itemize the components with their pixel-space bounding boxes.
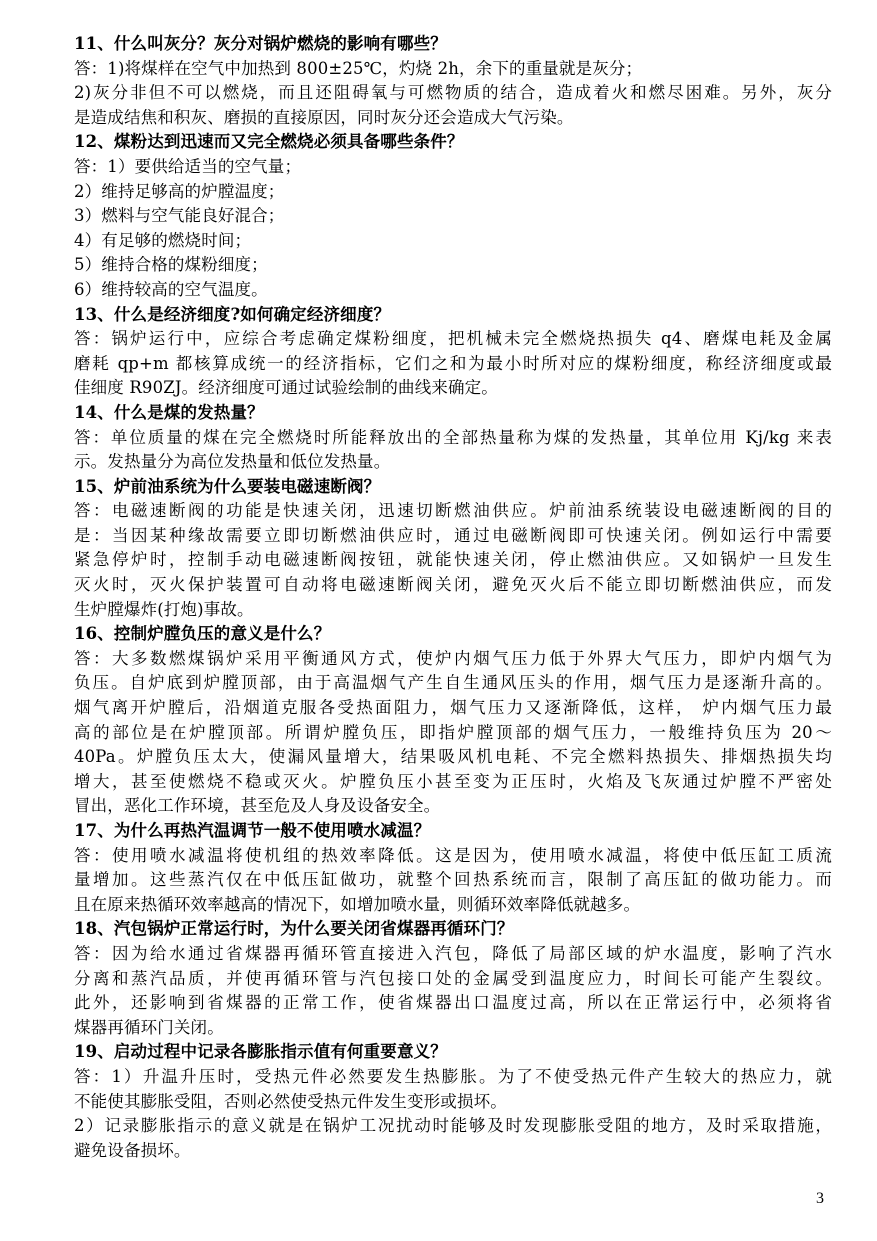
answer-line: 3）燃料与空气能良好混合； [74,206,285,226]
question-heading: 11、什么叫灰分？灰分对锅炉燃烧的影响有哪些？ [74,34,447,53]
answer-line: 示。发热量分为高位发热量和低位发热量。 [74,452,391,472]
answer-line: 6）维持较高的空气温度。 [74,279,268,299]
answer-line: 答：电磁速断阀的功能是快速关闭，迅速切断燃油供应。炉前油系统装设电磁速断阀的目的 [74,501,832,521]
answer-line: 答：因为给水通过省煤器再循环管直接进入汽包，降低了局部区域的炉水温度，影响了汽水 [74,943,832,963]
answer-line: 此外，还影响到省煤器的正常工作，使省煤器出口温度过高，所以在正常运行中，必须将省 [74,993,832,1013]
answer-line: 紧急停炉时，控制手动电磁速断阀按钮，就能快速关闭，停止燃油供应。又如锅炉一旦发生 [74,550,832,570]
answer-line: 且在原来热循环效率越高的情况下，如增加喷水量，则循环效率降低就越多。 [74,894,641,914]
answer-line: 分离和蒸汽品质，并使再循环管与汽包接口处的金属受到温度应力，时间长可能产生裂纹。 [74,968,832,988]
answer-line: 答：1)将煤样在空气中加热到 800±25℃，灼烧 2h，余下的重量就是灰分； [74,58,643,78]
question-heading: 18、汽包锅炉正常运行时，为什么要关闭省煤器再循环门？ [74,919,514,939]
question-heading: 19、启动过程中记录各膨胀指示值有何重要意义？ [74,1042,447,1062]
answer-line: 答：使用喷水减温将使机组的热效率降低。这是因为，使用喷水减温，将使中低压缸工质流 [74,845,832,865]
answer-line: 答：锅炉运行中，应综合考虑确定煤粉细度，把机械未完全燃烧热损失 q4、磨煤电耗及金属 [74,329,832,349]
answer-line: 高的部位是在炉膛顶部。所谓炉膛负压，即指炉膛顶部的烟气压力，一般维持负压为 20～ [74,722,832,742]
answer-line: 烟气离开炉膛后，沿烟道克服各受热面阻力，烟气压力又逐渐降低，这样， 炉内烟气压力最 [74,698,832,718]
answer-line: 2）维持足够高的炉膛温度； [74,181,285,201]
answer-line: 磨耗 qp+m 都核算成统一的经济指标，它们之和为最小时所对应的煤粉细度，称经济细度或最 [74,353,832,373]
answer-line: 不能使其膨胀受阻，否则必然使受热元件发生变形或损坏。 [74,1091,507,1111]
answer-line: 避免设备损坏。 [74,1140,191,1160]
question-heading: 12、煤粉达到迅速而又完全燃烧必须具备哪些条件？ [74,132,464,152]
answer-line: 2）记录膨胀指示的意义就是在锅炉工况扰动时能够及时发现膨胀受阻的地方，及时采取措施， [74,1116,832,1136]
answer-line: 量增加。这些蒸汽仅在中低压缸做功，就整个回热系统而言，限制了高压缸的做功能力。而 [74,870,832,890]
question-heading: 17、为什么再热汽温调节一般不使用喷水减温？ [74,821,431,840]
answer-line: 冒出，恶化工作环境，甚至危及人身及设备安全。 [74,796,441,816]
answer-line: 佳细度 R90ZJ。经济细度可通过试验绘制的曲线来确定。 [74,378,498,398]
question-heading: 16、控制炉膛负压的意义是什么？ [74,624,331,644]
answer-line: 是造成结焦和积灰、磨损的直接原因，同时灰分还会造成大气污染。 [74,107,574,127]
answer-line: 答：1）升温升压时，受热元件必然要发生热膨胀。为了不使受热元件产生较大的热应力，就 [74,1066,832,1086]
answer-line: 5）维持合格的煤粉细度； [74,255,268,275]
answer-line: 40Pa。炉膛负压太大，使漏风量增大，结果吸风机电耗、不完全燃料热损失、排烟热损失均 [74,747,832,767]
answer-line: 答：大多数燃煤锅炉采用平衡通风方式，使炉内烟气压力低于外界大气压力，即炉内烟气为 [74,648,832,668]
question-heading: 15、炉前油系统为什么要装电磁速断阀？ [74,476,381,496]
page-number: 3 [816,1190,824,1207]
answer-line: 负压。自炉底到炉膛顶部，由于高温烟气产生自生通风压头的作用，烟气压力是逐渐升高的。 [74,673,832,693]
answer-line: 4）有足够的燃烧时间； [74,230,252,250]
answer-line: 答：1）要供给适当的空气量； [74,156,302,176]
question-heading: 14、什么是煤的发热量？ [74,402,264,422]
document-page [74,32,832,1163]
answer-line: 答：单位质量的煤在完全燃烧时所能释放出的全部热量称为煤的发热量，其单位用 Kj/kg 来表 [74,427,832,447]
answer-line: 煤器再循环门关闭。 [74,1017,224,1037]
answer-line: 生炉膛爆炸(打炮)事故。 [74,599,254,619]
answer-line: 2)灰分非但不可以燃烧，而且还阻碍氧与可燃物质的结合，造成着火和燃尽困难。另外，灰分 [74,83,832,103]
answer-line: 增大，甚至使燃烧不稳或灭火。炉膛负压小甚至变为正压时，火焰及飞灰通过炉膛不严密处 [74,771,832,791]
question-heading: 13、什么是经济细度?如何确定经济细度？ [74,304,391,324]
answer-line: 灭火时，灭火保护装置可自动将电磁速断阀关闭，避免灭火后不能立即切断燃油供应，而发 [74,575,832,595]
answer-line: 是：当因某种缘故需要立即切断燃油供应时，通过电磁断阀即可快速关闭。例如运行中需要 [74,525,832,545]
